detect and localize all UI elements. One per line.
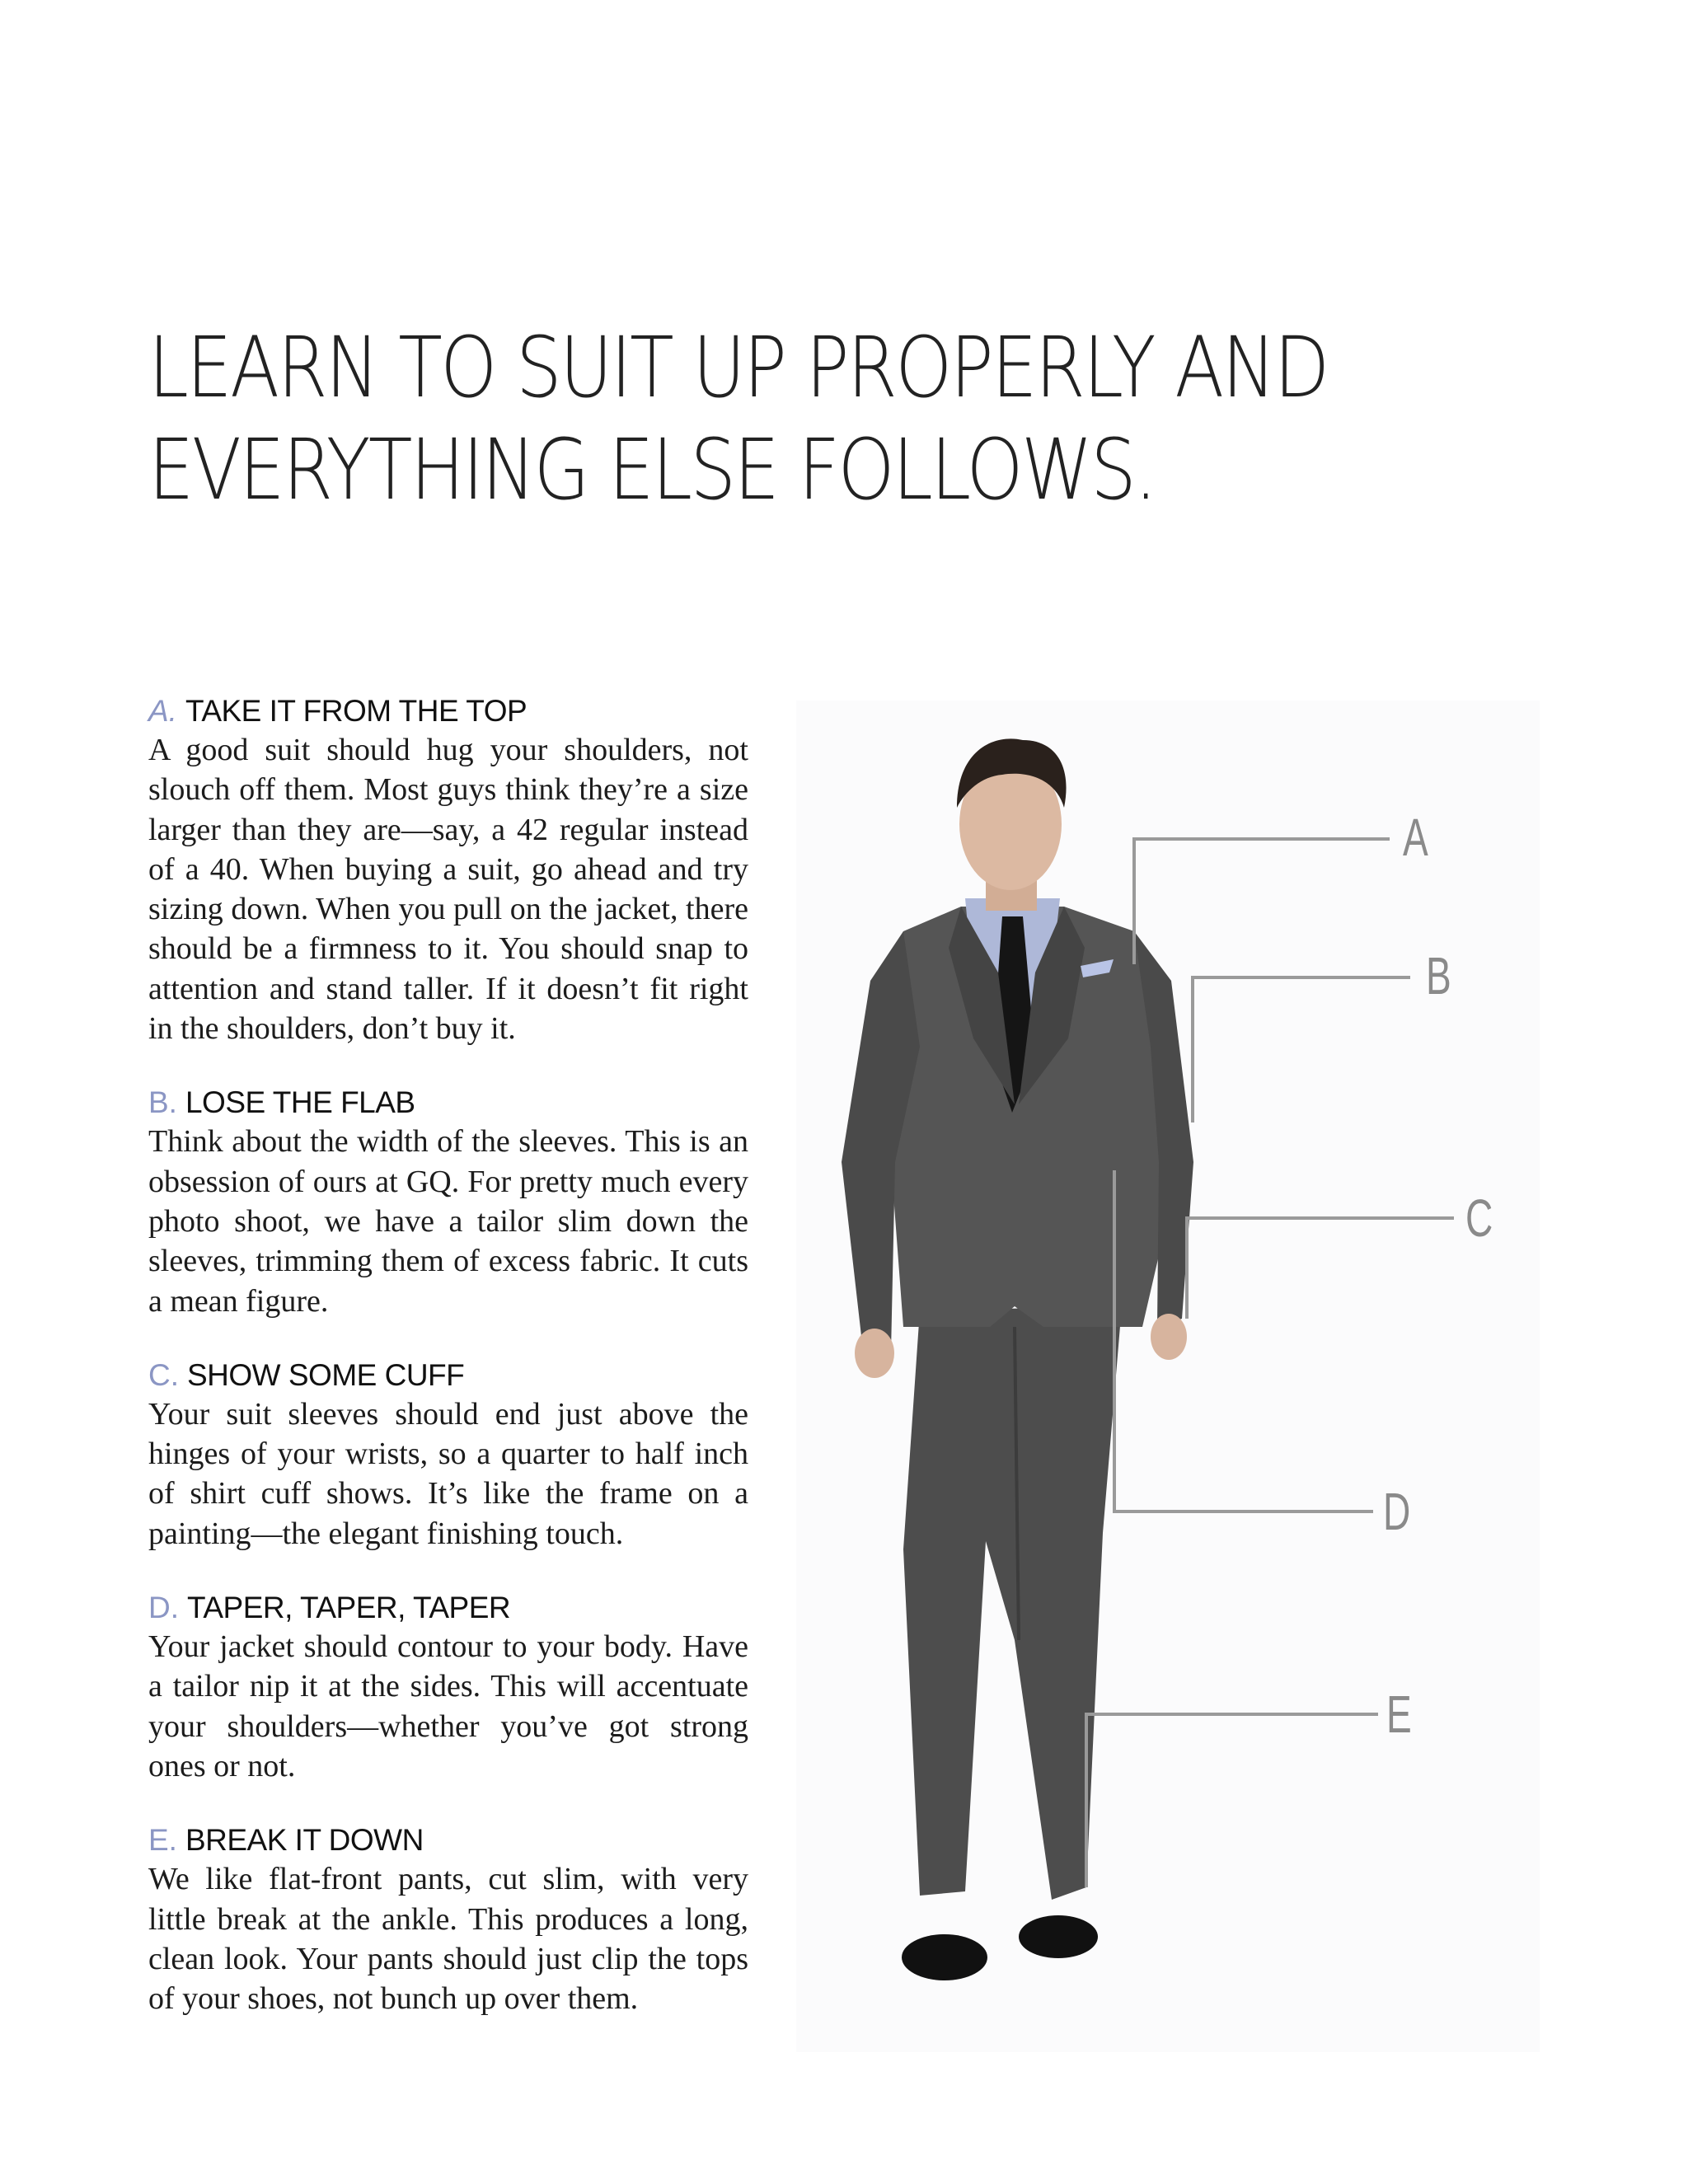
callout-line-b (1193, 977, 1410, 1122)
tip-body: Your suit sleeves should end just above the hinges of your wrists, so a quarter to half inch of shirt cuff shows. It’s like the frame on a painting—the elegant finishing touch. (148, 1396, 748, 1551)
callout-label-b: B (1426, 946, 1451, 1005)
left-shoe (902, 1934, 987, 1980)
tip-section-a (148, 692, 748, 1048)
callout-line-a (1134, 839, 1390, 964)
trousers (903, 1306, 1122, 1900)
tip-section-c (148, 1357, 748, 1554)
tip-letter: B. (148, 1085, 177, 1120)
tip-heading (148, 1589, 748, 1627)
tip-title: SHOW SOME CUFF (187, 1357, 465, 1392)
tip-heading (148, 1084, 748, 1122)
suit-figure (796, 701, 1540, 2052)
model-in-suit-illustration (796, 701, 1540, 2052)
right-hand (1151, 1314, 1187, 1360)
left-hand (855, 1329, 894, 1378)
callout-label-d: D (1383, 1482, 1411, 1541)
tip-body: Think about the width of the sleeves. This is an obsession of ours at GQ. For pretty much every photo shoot, we have a tailor slim down the sleeves, trimming them of excess fabric. It cuts a mean figure. (148, 1124, 748, 1319)
tip-heading (148, 1357, 748, 1394)
tips-column (148, 692, 748, 2054)
headline-line-1: LEARN TO SUIT UP PROPERLY AND (148, 319, 1328, 417)
right-shoe (1019, 1915, 1098, 1958)
headline-line-2: EVERYTHING ELSE FOLLOWS. (148, 421, 1156, 519)
callout-line-c (1187, 1218, 1454, 1319)
tip-letter: D. (148, 1591, 179, 1625)
tip-title: TAKE IT FROM THE TOP (185, 694, 528, 728)
callout-line-e (1086, 1714, 1378, 1887)
callout-label-a: A (1403, 808, 1428, 867)
callout-label-e: E (1386, 1685, 1412, 1744)
tip-body: Your jacket should contour to your body. Have a tailor nip it at the sides. This will accentuate your shoulders—whether you’ve got strong ones or not. (148, 1629, 748, 1783)
tip-letter: C. (148, 1357, 179, 1392)
tip-title: BREAK IT DOWN (185, 1823, 424, 1858)
tip-heading (148, 1821, 748, 1859)
tip-section-b (148, 1084, 748, 1320)
tip-heading (148, 692, 748, 730)
tip-letter: E. (148, 1823, 177, 1858)
tip-section-e (148, 1821, 748, 2018)
tip-letter: A. (148, 694, 177, 728)
tip-body: A good suit should hug your shoulders, not slouch off them. Most guys think they’re a size larger than they are—say, a 42 regular instead of a 40. When buying a suit, go ahead and try sizing down. When you pull on the jacket, there should be a firmness to it. You should snap to attention and stand taller. If it doesn’t fit right in the shoulders, don’t buy it. (148, 733, 748, 1047)
page-headline (148, 317, 1328, 522)
tip-title: LOSE THE FLAB (185, 1085, 415, 1120)
tip-title: TAPER, TAPER, TAPER (187, 1591, 511, 1625)
callout-label-c: C (1465, 1188, 1493, 1248)
tip-body: We like flat-front pants, cut slim, with very little break at the ankle. This produces a long, clean look. Your pants should just clip the tops of your shoes, not bunch up over them. (148, 1862, 748, 2017)
tip-section-d (148, 1589, 748, 1786)
